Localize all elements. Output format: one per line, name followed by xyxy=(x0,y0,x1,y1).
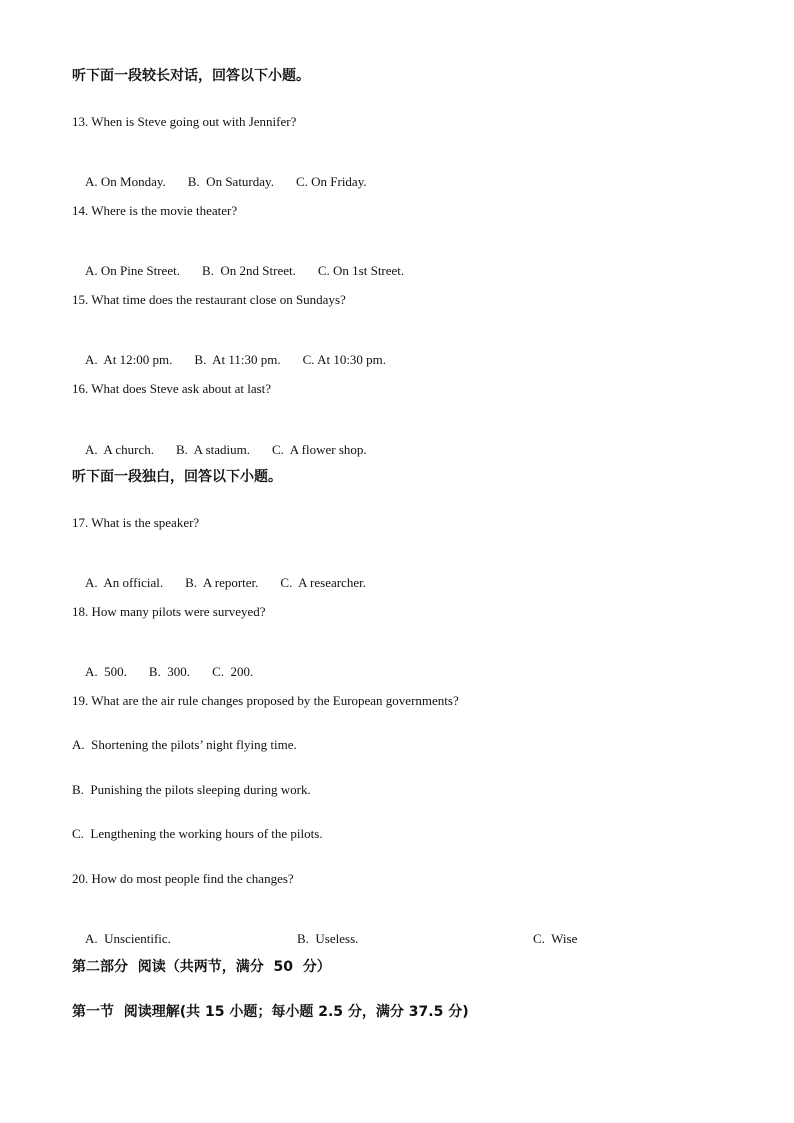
option-20-a: A. Unscientific. xyxy=(85,931,171,946)
section1-heading: 听下面一段较长对话，回答以下小题。 xyxy=(72,68,310,84)
option-15-a: A. At 12:00 pm. xyxy=(85,352,173,367)
option-16-b: B. A stadium. xyxy=(175,442,251,457)
options-17 xyxy=(72,559,388,607)
option-15-b: B. At 11:30 pm. xyxy=(194,352,281,367)
question-19: 19. What are the air rule changes proposed by the European governments? xyxy=(72,693,459,708)
question-15: 15. What time does the restaurant close on Sundays? xyxy=(72,292,346,307)
option-20-c: C. Wise xyxy=(533,931,578,946)
option-19-a: A. Shortening the pilots’ night flying time. xyxy=(72,737,297,752)
option-17-c: C. A researcher. xyxy=(280,575,366,590)
options-14 xyxy=(72,247,426,295)
option-13-c: C. On Friday. xyxy=(295,174,367,189)
option-18-a: A. 500. xyxy=(85,664,127,679)
question-18: 18. How many pilots were surveyed? xyxy=(72,604,266,619)
options-18 xyxy=(72,648,275,696)
option-19-b: B. Punishing the pilots sleeping during work. xyxy=(72,782,311,797)
part2-heading: 第二部分 阅读（共两节，满分 50 分） xyxy=(72,959,331,975)
question-14: 14. Where is the movie theater? xyxy=(72,203,238,218)
option-14-b: B. On 2nd Street. xyxy=(201,263,296,278)
reading-section-heading: 第一节 阅读理解(共 15 小题；每小题 2.5 分，满分 37.5 分) xyxy=(72,1004,469,1020)
option-17-b: B. A reporter. xyxy=(185,575,259,590)
section2-heading: 听下面一段独白，回答以下小题。 xyxy=(72,469,282,485)
options-16 xyxy=(72,426,389,474)
option-14-c: C. On 1st Street. xyxy=(317,263,405,278)
option-16-c: C. A flower shop. xyxy=(272,442,367,457)
option-20-b: B. Useless. xyxy=(297,931,359,946)
options-13 xyxy=(72,158,389,206)
question-16: 16. What does Steve ask about at last? xyxy=(72,381,272,396)
option-16-a: A. A church. xyxy=(85,442,154,457)
options-15 xyxy=(72,336,408,384)
question-17: 17. What is the speaker? xyxy=(72,515,200,530)
option-19-c: C. Lengthening the working hours of the pilots. xyxy=(72,826,323,841)
option-13-a: A. On Monday. xyxy=(85,174,166,189)
option-14-a: A. On Pine Street. xyxy=(85,263,180,278)
option-13-b: B. On Saturday. xyxy=(187,174,274,189)
option-15-c: C. At 10:30 pm. xyxy=(302,352,387,367)
option-18-b: B. 300. xyxy=(148,664,191,679)
option-17-a: A. An official. xyxy=(85,575,164,590)
question-13: 13. When is Steve going out with Jennifer? xyxy=(72,114,297,129)
question-20: 20. How do most people find the changes? xyxy=(72,871,294,886)
options-20 xyxy=(72,915,599,963)
option-18-c: C. 200. xyxy=(212,664,254,679)
